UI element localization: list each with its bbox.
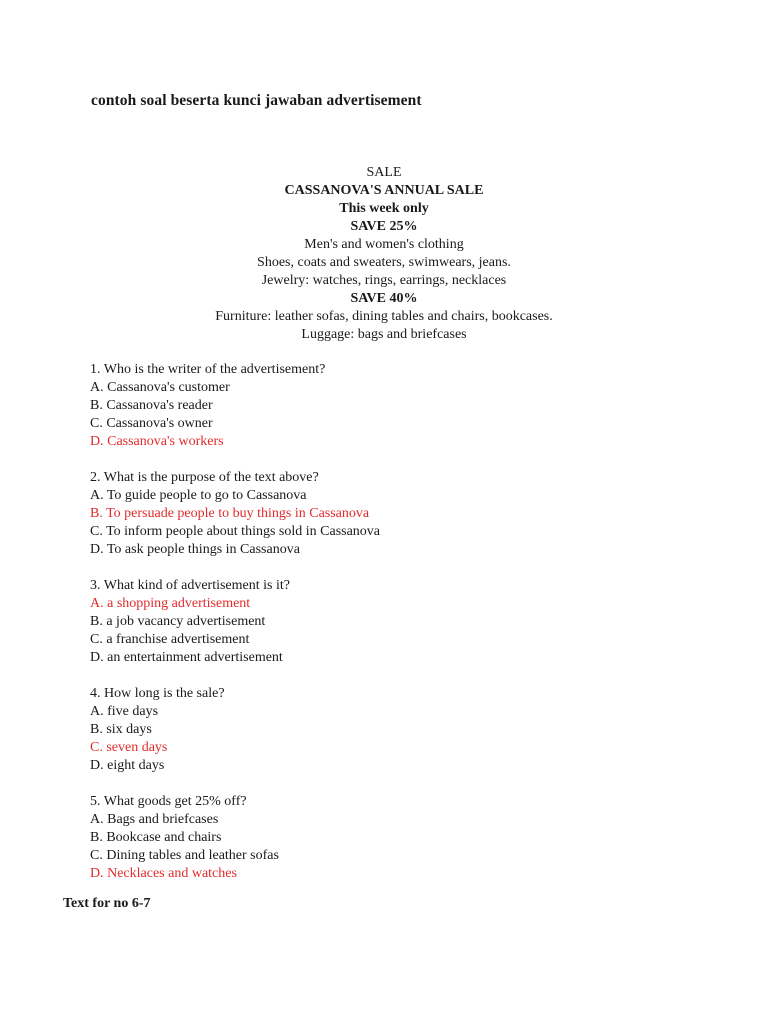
question-text: 5. What goods get 25% off? [90,794,247,809]
answer-option: D. eight days [90,758,165,773]
ad-line-week-only: This week only [339,201,429,216]
advertisement-block [0,164,768,344]
answer-option: C. seven days [90,740,168,755]
question-text: 3. What kind of advertisement is it? [90,578,290,593]
answer-option: D. Necklaces and watches [90,866,237,881]
ad-line-furniture: Furniture: leather sofas, dining tables and chairs, bookcases. [215,309,553,324]
answer-option: C. To inform people about things sold in Cassanova [90,524,381,539]
section-heading: Text for no 6-7 [63,896,151,911]
ad-line-clothing: Men's and women's clothing [304,237,464,252]
answer-option: B. a job vacancy advertisement [90,614,266,629]
question-text: 4. How long is the sale? [90,686,225,701]
answer-option: A. To guide people to go to Cassanova [90,488,307,503]
ad-line-sale: SALE [366,165,402,180]
question-text: 2. What is the purpose of the text above? [90,470,319,485]
question-list [90,361,380,901]
answer-option: C. Dining tables and leather sofas [90,848,279,863]
question-block [90,469,380,559]
question-block [90,577,380,667]
answer-option: D. To ask people things in Cassanova [90,542,300,557]
question-block [90,685,380,775]
ad-line-save-25: SAVE 25% [350,219,418,234]
answer-option: B. To persuade people to buy things in Cassanova [90,506,370,521]
answer-option: A. five days [90,704,159,719]
question-text: 1. Who is the writer of the advertisement? [90,362,326,377]
answer-option: B. six days [90,722,152,737]
answer-option: A. a shopping advertisement [90,596,251,611]
answer-option: C. a franchise advertisement [90,632,250,647]
question-block [90,361,380,451]
ad-line-annual-sale: CASSANOVA'S ANNUAL SALE [284,183,484,198]
answer-option: D. Cassanova's workers [90,434,224,449]
ad-line-shoes: Shoes, coats and sweaters, swimwears, jeans. [257,255,511,270]
ad-line-jewelry: Jewelry: watches, rings, earrings, necklaces [261,273,507,288]
answer-option: D. an entertainment advertisement [90,650,283,665]
question-block [90,793,380,883]
ad-line-luggage: Luggage: bags and briefcases [301,327,467,342]
answer-option: A. Cassanova's customer [90,380,230,395]
answer-option: C. Cassanova's owner [90,416,213,431]
ad-line-save-40: SAVE 40% [350,291,418,306]
answer-option: B. Cassanova's reader [90,398,213,413]
answer-option: A. Bags and briefcases [90,812,219,827]
answer-option: B. Bookcase and chairs [90,830,222,845]
document-title: contoh soal beserta kunci jawaban advertisement [91,92,422,109]
